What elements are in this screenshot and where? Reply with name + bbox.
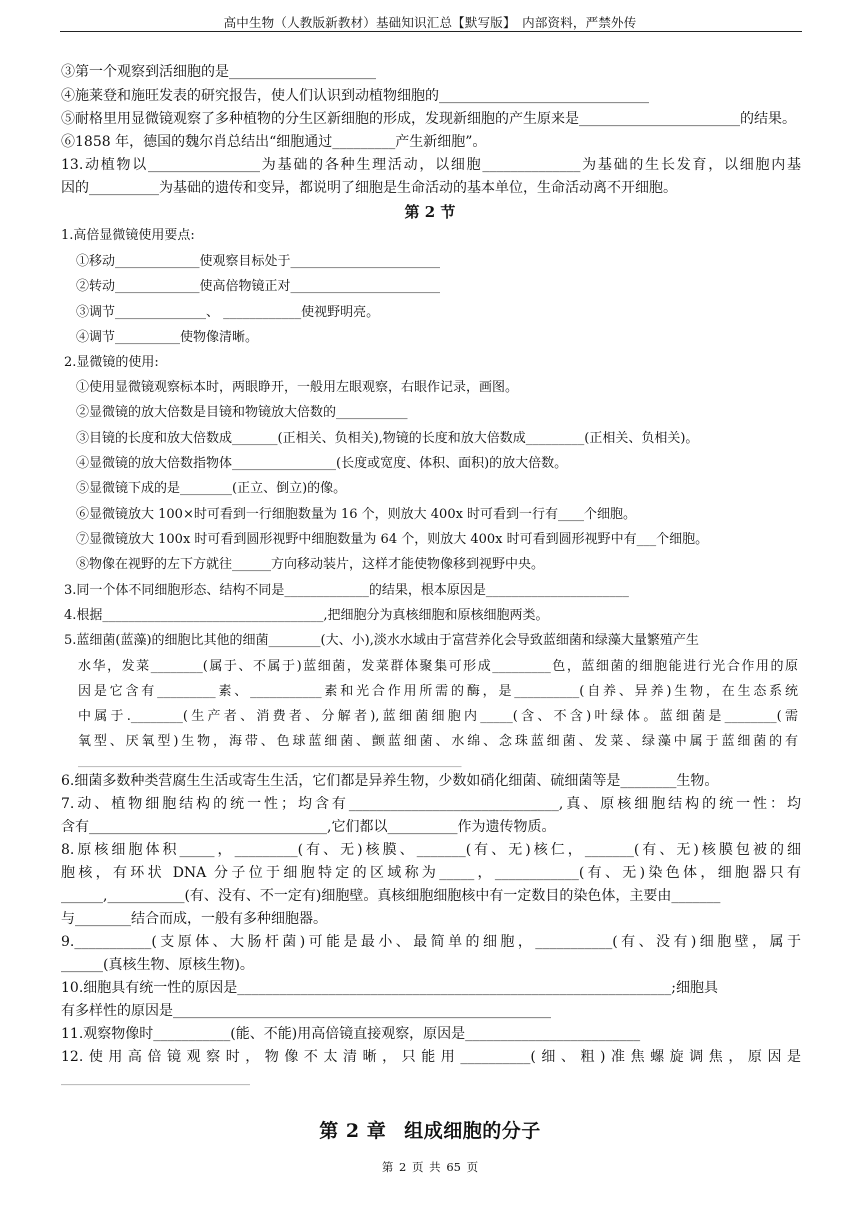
text-line: ___________________________	[61, 1070, 250, 1086]
text-line: ___________________________________________________________	[78, 753, 462, 768]
text-line: 13.动植物以________________为基础的各种生理活动，以细胞______________为基础的生长发育，以细胞内基	[61, 157, 801, 173]
text-line: ⑤显微镜下成的是________(正立、倒立)的像。	[76, 481, 347, 496]
text-line: ③调节______________、 ____________使视野明亮。	[76, 305, 380, 320]
text-line: 8.原核细胞体积_____，_________(有、无)核膜、_______(有、无)核仁，_______(有、无)核膜包被的细	[61, 842, 801, 858]
text-line: ④显微镜的放大倍数指物体________________(长度或宽度、体积、面积)的放大倍数。	[76, 456, 568, 471]
header-divider	[60, 31, 802, 32]
text-line: ______(真核生物、原核生物)。	[61, 957, 254, 973]
text-line: ⑧物像在视野的左下方就往______方向移动装片，这样才能使物像移到视野中央。	[76, 557, 545, 572]
text-line: 9.___________(支原体、大肠杆菌)可能是最小、最简单的细胞，___________(有、没有)细胞壁，属于	[61, 934, 801, 950]
text-line: 12.使用高倍镜观察时，物像不太清晰，只能用__________(细、粗)准焦螺旋调焦，原因是	[61, 1049, 801, 1065]
text-line: 4.根据__________________________________,把细胞分为真核细胞和原核细胞两类。	[64, 608, 549, 623]
text-line: 氧型、厌氧型)生物，海带、色球蓝细菌、颤蓝细菌、水绵、念珠蓝细菌、发菜、绿藻中属于蓝细菌的有	[78, 734, 798, 749]
text-line: 5.蓝细菌(蓝藻)的细胞比其他的细菌________(大、小),淡水水域由于富营养化会导致蓝细菌和绿藻大量繁殖产生	[64, 633, 699, 648]
text-line: 中属于.________(生产者、消费者、分解者),蓝细菌细胞内_____(含、不含)叶绿体。蓝细菌是________(需	[78, 709, 798, 724]
text-line: 含有__________________________________,它们都以__________作为遗传物质。	[61, 819, 556, 835]
text-line: 6.细菌多数种类营腐生生活或寄生生活，它们都是异养生物，少数如硝化细菌、硫细菌等是________生物。	[61, 773, 719, 789]
text-line: 11.观察物像时___________(能、不能)用高倍镜直接观察，原因是_________________________	[61, 1026, 641, 1042]
text-line: ③目镜的长度和放大倍数成_______(正相关、负相关),物镜的长度和放大倍数成_________(正相关、负相关)。	[76, 431, 699, 446]
text-line: ①移动_____________使观察目标处于_______________________	[76, 254, 441, 269]
text-line: 10.细胞具有统一性的原因是______________________________________________________________;细胞具	[61, 980, 718, 996]
text-line: 有多样性的原因是______________________________________________________	[61, 1003, 551, 1019]
text-line: 与________结合而成，一般有多种细胞器。	[61, 911, 327, 927]
text-line: ④调节__________使物像清晰。	[76, 330, 259, 345]
text-line: 1.高倍显微镜使用要点:	[61, 228, 195, 243]
section-title: 第 2 节	[404, 203, 456, 221]
running-header: 高中生物（人教版新教材）基础知识汇总【默写版】 内部资料，严禁外传	[223, 15, 637, 30]
text-line: ①使用显微镜观察标本时，两眼睁开，一般用左眼观察，右眼作记录，画图。	[76, 380, 519, 395]
text-line: ②显微镜的放大倍数是目镜和物镜放大倍数的___________	[76, 405, 408, 420]
text-line: 胞核，有环状 DNA 分子位于细胞特定的区域称为_____，____________(有、无)染色体，细胞器只有	[61, 865, 801, 881]
text-line: ⑦显微镜放大 100x 时可看到圆形视野中细胞数量为 64 个，则放大 400x 时可看到圆形视野中有___个细胞。	[76, 532, 709, 547]
chapter-number: 第 2 章	[319, 1120, 387, 1142]
text-line: ③第一个观察到活细胞的是_____________________	[61, 64, 376, 80]
chapter-heading	[0, 1116, 860, 1143]
text-line: 因是它含有_________素、___________素和光合作用所需的酶，是__________(自养、异养)生物，在生态系统	[78, 684, 798, 699]
text-line: ______,___________(有、没有、不一定有)细胞壁。真核细胞细胞核中有一定数目的染色体，主要由_______	[61, 888, 721, 904]
chapter-name: 组成细胞的分子	[404, 1120, 541, 1142]
page-number: 第 2 页 共 65 页	[381, 1160, 479, 1174]
text-line: ⑥显微镜放大 100×时可看到一行细胞数量为 16 个，则放大 400x 时可看到一行有____个细胞。	[76, 507, 637, 522]
text-line: ②转动_____________使高倍物镜正对_______________________	[76, 279, 441, 294]
text-line: ④施莱登和施旺发表的研究报告，使人们认识到动植物细胞的______________________________	[61, 88, 649, 104]
text-line: 7.动、植物细胞结构的统一性；均含有______________________________,真、原核细胞结构的统一性：均	[61, 796, 801, 812]
text-line: ⑤耐格里用显微镜观察了多种植物的分生区新细胞的形成，发现新细胞的产生原来是_______________________的结果。	[61, 111, 796, 127]
text-line: ⑥1858 年，德国的魏尔肖总结出“细胞通过_________产生新细胞”。	[61, 134, 487, 150]
text-line: 2.显微镜的使用:	[64, 355, 159, 370]
text-line: 因的__________为基础的遗传和变异，都说明了细胞是生命活动的基本单位，生命活动离不开细胞。	[61, 180, 677, 196]
text-line: 3.同一个体不同细胞形态、结构不同是_____________的结果，根本原因是______________________	[64, 583, 629, 598]
text-line: 水华，发菜________(属于、不属于)蓝细菌，发菜群体聚集可形成_________色，蓝细菌的细胞能进行光合作用的原	[78, 659, 798, 674]
